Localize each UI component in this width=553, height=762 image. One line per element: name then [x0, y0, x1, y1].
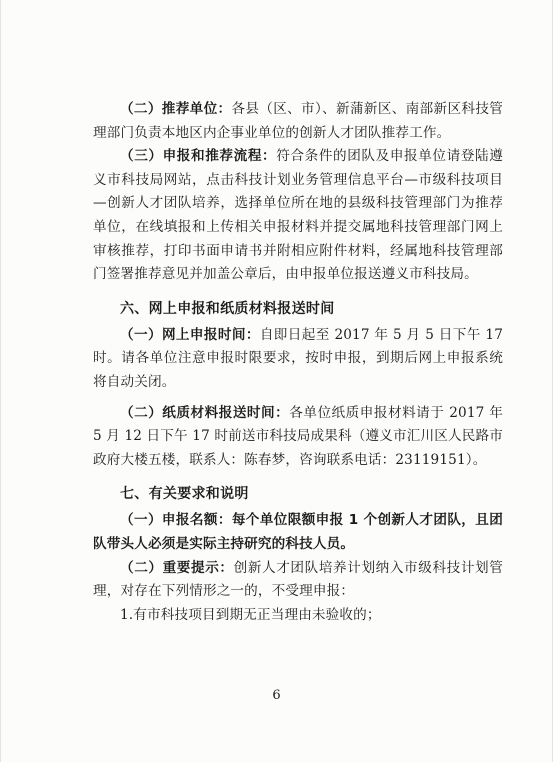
paragraph-quota [93, 509, 503, 556]
paragraph-paper-time [93, 402, 503, 473]
paragraph-lead: （一）网上申报时间： [120, 326, 260, 343]
page-number: 6 [272, 688, 281, 703]
paragraph-text: 每个单位限额申报 1 个创新人才团队，且团队带头人必须是实际主持研究的科技人员。 [93, 512, 503, 552]
paragraph-lead: （二）推荐单位： [120, 101, 232, 117]
paragraph-notice [93, 557, 503, 604]
paragraph-text: 自即日起至 2017 年 5 月 5 日下午 17 时。请各单位注意申报时限要求，按时申报，到期后网上申报系统将自动关闭。 [93, 326, 504, 390]
paragraph-recommend-unit [93, 98, 503, 145]
list-item-1: 1.有市科技项目到期无正当理由未验收的； [120, 606, 381, 623]
paragraph-text: 各单位纸质申报材料请于 2017 年 5 月 12 日下午 17 时前送市科技局成果科（遵义市汇川区人民路市政府大楼五楼，联系人：陈春梦，咨询联系电话：23119151）。 [93, 404, 503, 468]
paragraph-text: 各县（区、市）、新蒲新区、南部新区科技管理部门负责本地区内企事业单位的创新人才团队推荐工作。 [93, 101, 503, 141]
paragraph-text: 符合条件的团队及申报单位请登陆遵义市科技局网站，点击科技计划业务管理信息平台—市级科技项目—创新人才团队培养，选择单位所在地的县级科技管理部门为推荐单位，在线填报和上传相关申报材料并提交属地科技管理部门网上审核推荐，打印书面申请书并附相应附件材料，经属地科技管理部门签署推荐意见并加盖公章后，由申报单位报送遵义市科技局。 [93, 148, 503, 283]
paragraph-lead: （二）重要提示： [120, 559, 234, 576]
paragraph-process [93, 145, 503, 287]
document-body [93, 98, 503, 627]
paragraph-lead: （三）申报和推荐流程： [120, 148, 277, 165]
paragraph-text: 创新人才团队培养计划纳入市级科技计划管理，对存在下列情形之一的，不受理申报： [93, 559, 503, 600]
paragraph-lead: （二）纸质材料报送时间： [120, 404, 290, 421]
section-6-heading: 六、网上申报和纸质材料报送时间 [120, 300, 335, 317]
section-7-heading: 七、有关要求和说明 [120, 486, 249, 503]
paragraph-lead: （一）申报名额： [120, 512, 232, 529]
paragraph-online-time [93, 324, 503, 395]
